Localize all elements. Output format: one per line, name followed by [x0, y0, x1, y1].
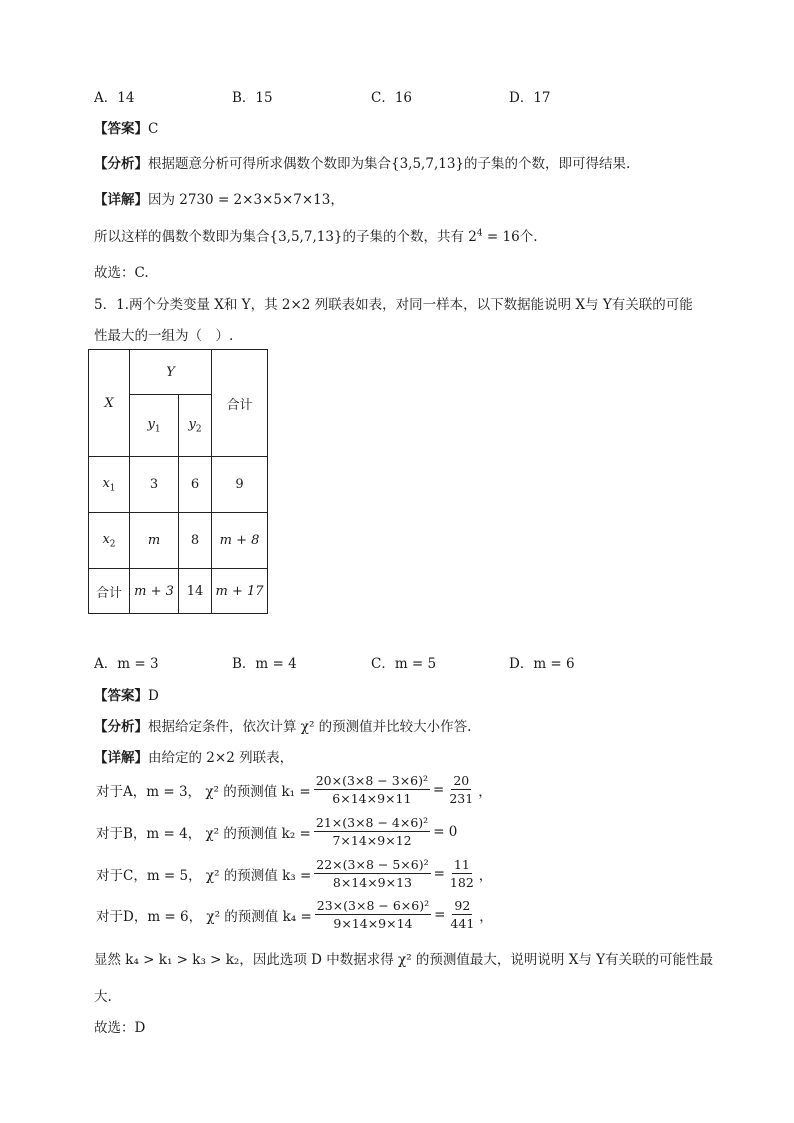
q5-detail-line: [94, 746, 293, 766]
header-y1: $y_1$: [130, 395, 179, 457]
q5-option-c: C．m = 5: [371, 656, 437, 672]
q5-stem-line2: 性最大的一组为（ ）.: [94, 328, 234, 344]
q4-analysis-line: [94, 152, 630, 172]
cell: m: [130, 513, 179, 569]
q5-result-line1: 显然 k₄ > k₁ > k₃ > k₂，因此选项 D 中数据求得 χ² 的预测值最大，说明说明 X与 Y有关联的可能性最: [94, 952, 714, 968]
answer-label: 【答案】: [94, 688, 148, 704]
q4-conclusion: 故选：C.: [94, 265, 149, 281]
q5-analysis-line: [94, 715, 471, 735]
row-label: $x_2$: [89, 513, 130, 569]
row-label: $x_1$: [89, 457, 130, 513]
cell: 8: [179, 513, 212, 569]
q5-option-d: D．m = 6: [509, 656, 575, 672]
q5-option-a: A．m = 3: [94, 656, 159, 672]
q5-stem-line1: 5．1.两个分类变量 X和 Y，其 2×2 列联表如表，对同一样本，以下数据能说明 X与 Y有关联的可能: [94, 297, 693, 313]
case-d-line: 对于D，m = 6， χ² 的预测值 k₄ = $\frac{\text{23×(3×8 − 6×6)²}}{9\times 14\times 9\times 14}$ = $\frac{92}{441}$ ，: [96, 898, 493, 931]
q4-answer-line: [94, 117, 158, 137]
analysis-label: 【分析】: [94, 719, 148, 735]
q4-detail-line: [94, 188, 344, 208]
q5-conclusion: 故选：D: [94, 1020, 146, 1036]
q5-option-b: B．m = 4: [232, 656, 297, 672]
analysis-label: 【分析】: [94, 156, 148, 172]
q5-answer-line: [94, 684, 159, 704]
detail-label: 【详解】: [94, 750, 148, 766]
row-label: 合计: [89, 569, 130, 614]
q5-answer: D: [148, 688, 159, 704]
detail-label: 【详解】: [94, 192, 148, 208]
case-c-line: 对于C，m = 5， χ² 的预测值 k₃ = $\frac{\text{22×(3×8 − 5×6)²}}{8\times 14\times 9\times 13}$ = $\frac{11}{182}$ ，: [96, 857, 493, 890]
cell: 6: [179, 457, 212, 513]
q5-result-line2: 大.: [94, 989, 112, 1005]
q4-option-b: B．15: [232, 90, 273, 106]
q4-option-c: C．16: [371, 90, 413, 106]
cell: m + 17: [212, 569, 268, 614]
header-y2: $y_2$: [179, 395, 212, 457]
q5-analysis: 根据给定条件，依次计算 χ² 的预测值并比较大小作答.: [148, 719, 472, 735]
q4-answer: C: [148, 121, 159, 137]
table-row: [89, 513, 268, 569]
q4-option-d: D．17: [509, 90, 551, 106]
contingency-table: [88, 349, 268, 614]
q4-detail-1: 因为 2730 = 2×3×5×7×13，: [148, 192, 344, 208]
cell: 9: [212, 457, 268, 513]
table-row: [89, 457, 268, 513]
header-total: 合计: [212, 350, 268, 457]
cell: m + 3: [130, 569, 179, 614]
header-y: Y: [130, 350, 212, 395]
table-row: [89, 569, 268, 614]
q5-detail-intro: 由给定的 2×2 列联表，: [148, 750, 294, 766]
case-a-line: 对于A，m = 3， χ² 的预测值 k₁ = $\frac{\text{20×(3×8 − 3×6)²}}{6\times 14\times 9\times 11}$ = $\frac{20}{231}$ ，: [96, 773, 492, 806]
case-b-line: 对于B，m = 4， χ² 的预测值 k₂ = $\frac{\text{21×(3×8 − 4×6)²}}{7\times 14\times 9\times 12}$ = 0: [96, 815, 458, 848]
cell: 14: [179, 569, 212, 614]
header-x: X: [89, 350, 130, 457]
q4-option-a: A．14: [94, 90, 135, 106]
cell: m + 8: [212, 513, 268, 569]
q4-detail-2: 所以这样的偶数个数即为集合{3,5,7,13}的子集的个数，共有 $2^4 = 16$个.: [94, 228, 538, 245]
cell: 3: [130, 457, 179, 513]
q4-analysis: 根据题意分析可得所求偶数个数即为集合{3,5,7,13}的子集的个数，即可得结果.: [148, 156, 631, 172]
answer-label: 【答案】: [94, 121, 148, 137]
